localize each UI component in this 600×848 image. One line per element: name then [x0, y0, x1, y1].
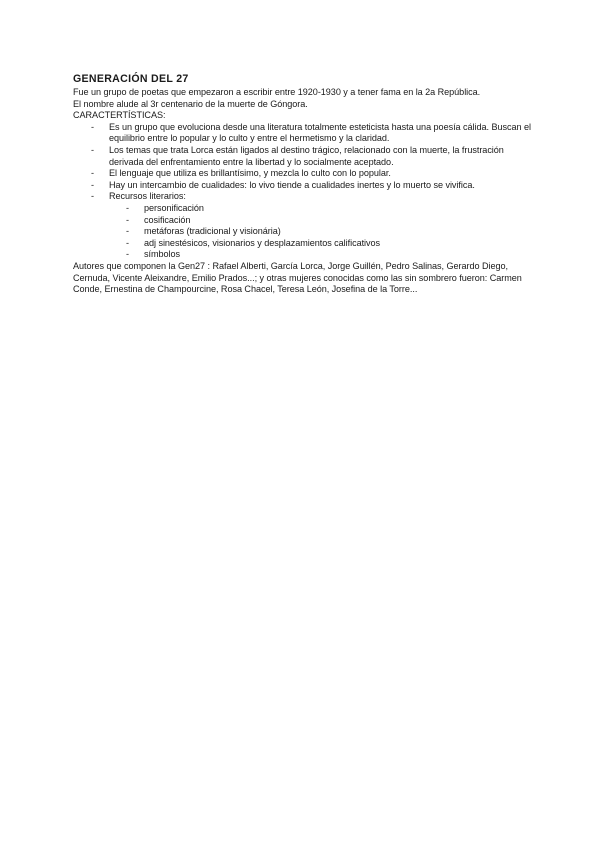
- authors-paragraph: Autores que componen la Gen27 : Rafael Alberti, García Lorca, Jorge Guillén, Pedro Salinas, Gerardo Diego, Cernuda, Vicente Aleixandre, Emilio Prados...; y otras mujeres conocidas como las sin sombrero fueron: Carmen Conde, Ernestina de Champourcine, Rosa Chacel, Teresa León, Josefina de la Torre...: [73, 260, 522, 295]
- dash-bullet: -: [126, 237, 129, 248]
- characteristic-text: Hay un intercambio de cualidades: lo vivo tiende a cualidades inertes y lo muerto se vivifica.: [109, 179, 475, 190]
- characteristics-list: [73, 122, 533, 203]
- characteristic-text: Recursos literarios:: [109, 191, 186, 202]
- characteristic-item: [73, 180, 533, 192]
- characteristic-item: [73, 122, 533, 145]
- literary-resource-text: símbolos: [144, 249, 180, 260]
- literary-resource-item: [73, 203, 533, 215]
- characteristics-heading: CARACTERTÍSTICAS:: [73, 110, 166, 121]
- literary-resource-item: [73, 215, 533, 227]
- characteristic-item: [73, 145, 533, 168]
- dash-bullet: -: [91, 144, 94, 155]
- intro-line-1: Fue un grupo de poetas que empezaron a escribir entre 1920-1930 y a tener fama en la 2a República.: [73, 87, 481, 97]
- literary-resource-text: personificación: [144, 202, 204, 213]
- dash-bullet: -: [126, 202, 129, 213]
- literary-resource-item: [73, 249, 533, 261]
- literary-resource-item: [73, 226, 533, 238]
- literary-resource-text: metáforas (tradicional y visionária): [144, 226, 281, 237]
- dash-bullet: -: [91, 179, 94, 190]
- characteristic-item: [73, 168, 533, 180]
- literary-resource-text: adj sinestésicos, visionarios y desplazamientos calificativos: [144, 237, 381, 248]
- dash-bullet: -: [126, 249, 129, 260]
- characteristic-text: El lenguaje que utiliza es brillantísimo, y mezcla lo culto con lo popular.: [109, 168, 391, 179]
- dash-bullet: -: [126, 226, 129, 237]
- intro-line-2: El nombre alude al 3r centenario de la muerte de Góngora.: [73, 98, 308, 109]
- literary-resources-list: [73, 203, 533, 261]
- dash-bullet: -: [91, 191, 94, 202]
- characteristic-text: Es un grupo que evoluciona desde una literatura totalmente esteticista hasta una poesía cálida. Buscan el equilibrio entre lo popular y lo culto y entre el hermetismo y la claridad.: [109, 121, 531, 144]
- dash-bullet: -: [126, 214, 129, 225]
- literary-resource-text: cosificación: [144, 214, 191, 225]
- characteristic-text: Los temas que trata Lorca están ligados al destino trágico, relacionado con la muerte, la frustración derivada del enfrentamiento entre la libertad y lo socialmente aceptado.: [109, 144, 504, 167]
- dash-bullet: -: [91, 168, 94, 179]
- dash-bullet: -: [91, 121, 94, 132]
- characteristic-item: [73, 191, 533, 203]
- document-body: [73, 73, 533, 296]
- document-title: GENERACIÓN DEL 27: [73, 73, 189, 85]
- literary-resource-item: [73, 238, 533, 250]
